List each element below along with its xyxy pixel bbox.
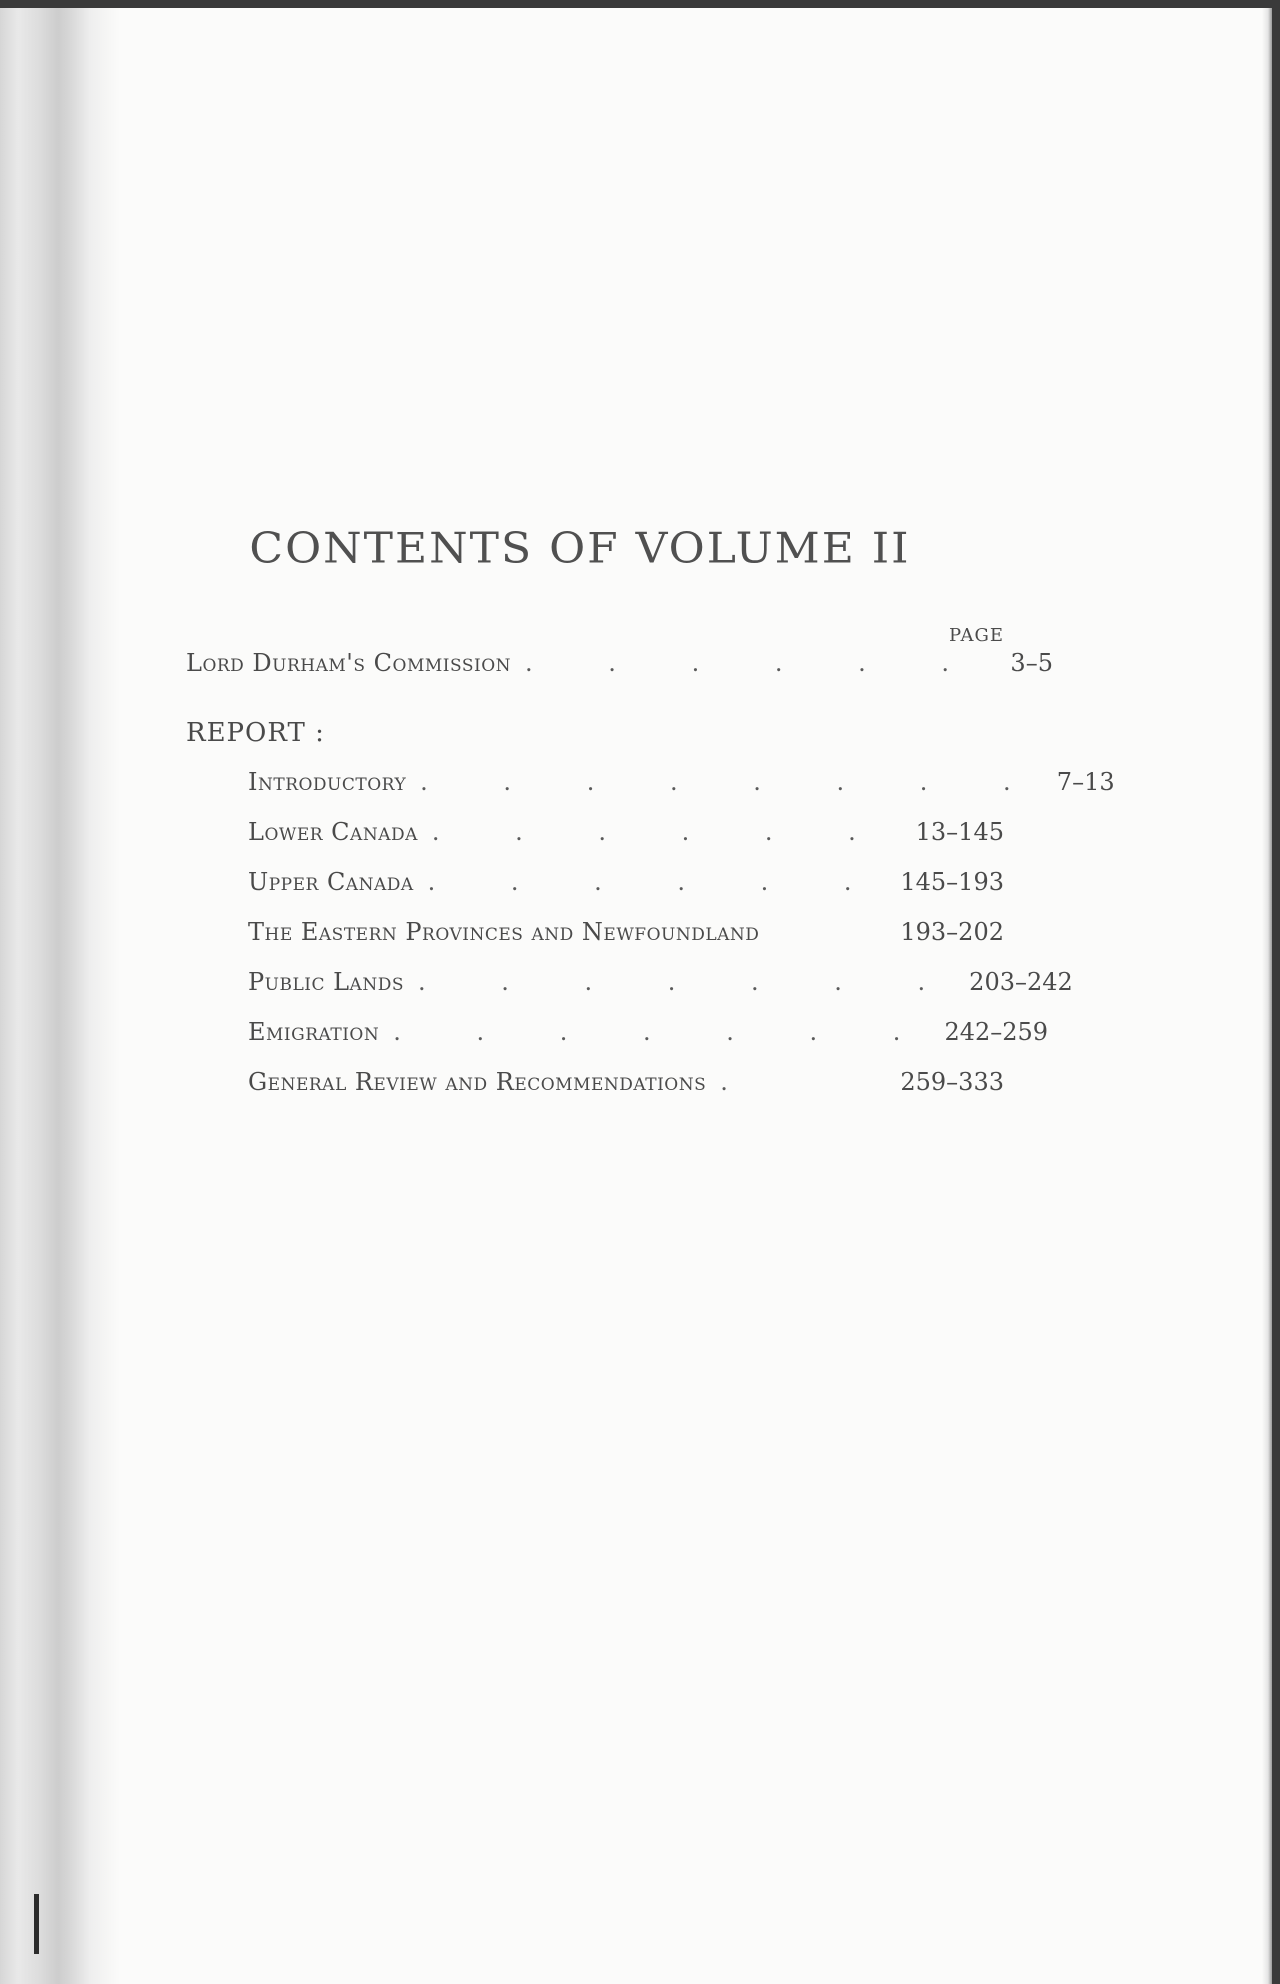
toc-leader-dots: .: [720, 1068, 762, 1096]
toc-entry-pages: 259–333: [900, 1068, 1004, 1096]
toc-entry-label: General Review and Recommendations: [248, 1068, 707, 1096]
contents-page: [0, 8, 1272, 1984]
toc-entry-pages: 145–193: [900, 868, 1004, 896]
toc-entry-label: Lord Durham's Commission: [186, 649, 512, 677]
toc-entry-upper-canada: [248, 868, 1004, 904]
toc-leader-dots: . . . . . .: [427, 868, 886, 896]
toc-entry-pages: 13–145: [915, 818, 1004, 846]
toc-entry-label: Emigration: [248, 1018, 380, 1046]
page-column-header: PAGE: [949, 625, 1004, 646]
toc-entry-eastern-provinces: [248, 918, 1004, 954]
toc-leader-dots: . . . . . .: [431, 818, 890, 846]
toc-entry-pages: 3–5: [1010, 649, 1053, 677]
toc-entry-label: Lower Canada: [248, 818, 418, 846]
report-section-heading: REPORT :: [186, 718, 325, 748]
toc-entry-pages: 203–242: [969, 968, 1073, 996]
book-page: [0, 8, 1272, 1984]
toc-leader-dots: . . . . . . .: [393, 1018, 935, 1046]
toc-entry-pages: 242–259: [944, 1018, 1049, 1046]
toc-entry-public-lands: [248, 968, 1073, 1004]
toc-entry-emigration: [248, 1018, 1049, 1054]
toc-entry-pages: 7–13: [1056, 768, 1115, 796]
page-title: CONTENTS OF VOLUME II: [249, 524, 911, 573]
toc-leader-dots: . . . . . . .: [417, 968, 960, 996]
toc-leader-dots: . . . . . .: [525, 649, 983, 677]
toc-entry-introductory: [248, 768, 1115, 804]
toc-entry-label: The Eastern Provinces and Newfoundland: [248, 918, 760, 946]
toc-entry-commission: [186, 649, 1053, 685]
toc-entry-lower-canada: [248, 818, 1004, 854]
toc-entry-general-review: [248, 1068, 1004, 1104]
toc-leader-dots: . . . . . . . .: [420, 768, 1045, 796]
toc-entry-pages: 193–202: [900, 918, 1004, 946]
toc-entry-label: Introductory: [248, 768, 407, 796]
toc-entry-label: Upper Canada: [248, 868, 414, 896]
toc-entry-label: Public Lands: [248, 968, 404, 996]
